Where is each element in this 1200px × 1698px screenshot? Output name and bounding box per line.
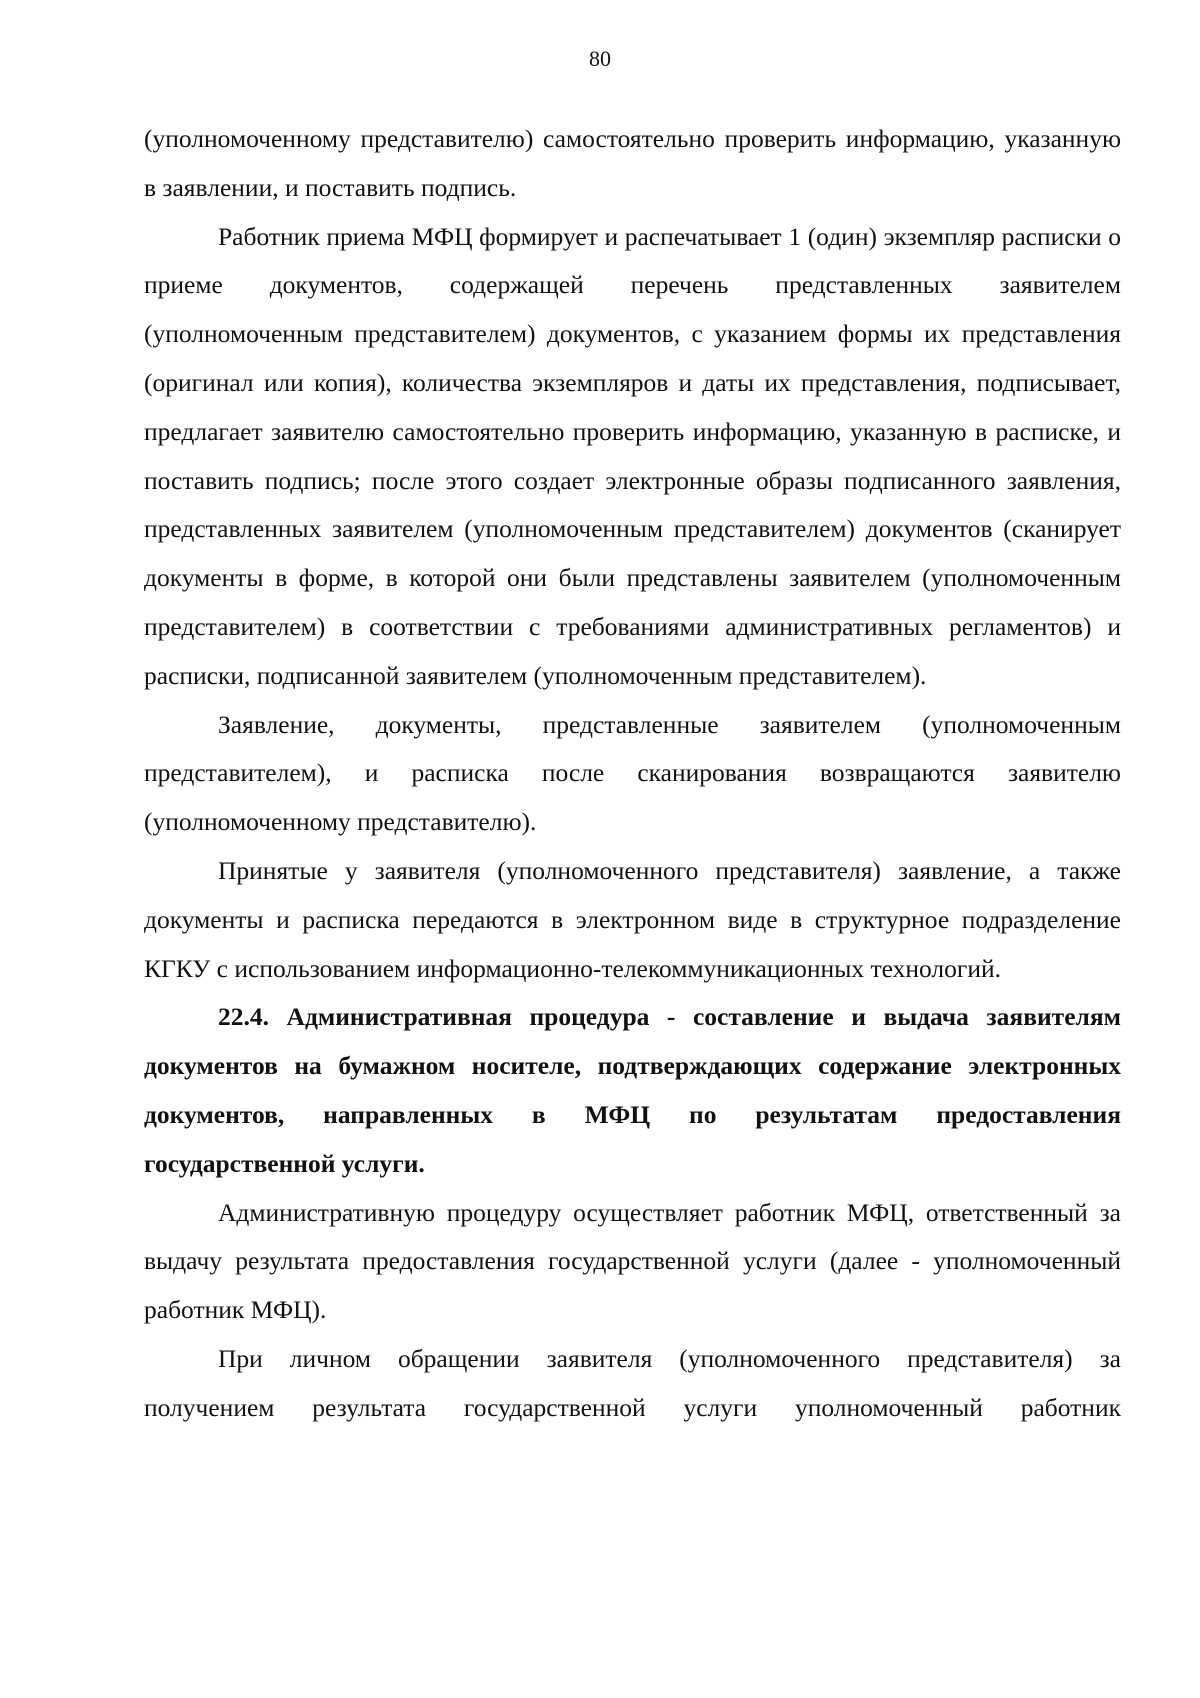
paragraph-personal-appeal: При личном обращении заявителя (уполномоченного представителя) за получением результата государственной услуги уполномоченный работник bbox=[144, 1343, 1121, 1422]
document-body bbox=[144, 115, 1121, 1433]
paragraph-electronic-transfer: Принятые у заявителя (уполномоченного представителя) заявление, а также документы и расписка передаются в электронном виде в структурное подразделение КГКУ с использованием информационно-телекоммуникационных технологий. bbox=[144, 855, 1121, 983]
paragraph-documents-returned: Заявление, документы, представленные заявителем (уполномоченным представителем), и расписка после сканирования возвращаются заявителю (уполномоченному представителю). bbox=[144, 709, 1121, 837]
paragraph-procedure-responsible: Административную процедуру осуществляет работник МФЦ, ответственный за выдачу результата предоставления государственной услуги (далее - уполномоченный работник МФЦ). bbox=[144, 1197, 1121, 1325]
page-number: 80 bbox=[589, 46, 611, 71]
section-heading-22-4: 22.4. Административная процедура - составление и выдача заявителям документов на бумажном носителе, подтверждающих содержание электронных документов, направленных в МФЦ по результатам предоставления государственной услуги. bbox=[144, 1002, 1121, 1178]
paragraph-receipt-formation: Работник приема МФЦ формирует и распечатывает 1 (один) экземпляр расписки о приеме документов, содержащей перечень представленных заявителем (уполномоченным представителем) документов, с указанием формы их представления (оригинал или копия), количества экземпляров и даты их представления, подписывает, предлагает заявителю самостоятельно проверить информацию, указанную в расписке, и поставить подпись; после этого создает электронные образы подписанного заявления, представленных заявителем (уполномоченным представителем) документов (сканирует документы в форме, в которой они были представлены заявителем (уполномоченным представителем) в соответствии с требованиями административных регламентов) и расписки, подписанной заявителем (уполномоченным представителем). bbox=[144, 221, 1121, 690]
paragraph-continuation: (уполномоченному представителю) самостоятельно проверить информацию, указанную в заявлении, и поставить подпись. bbox=[144, 124, 1121, 202]
